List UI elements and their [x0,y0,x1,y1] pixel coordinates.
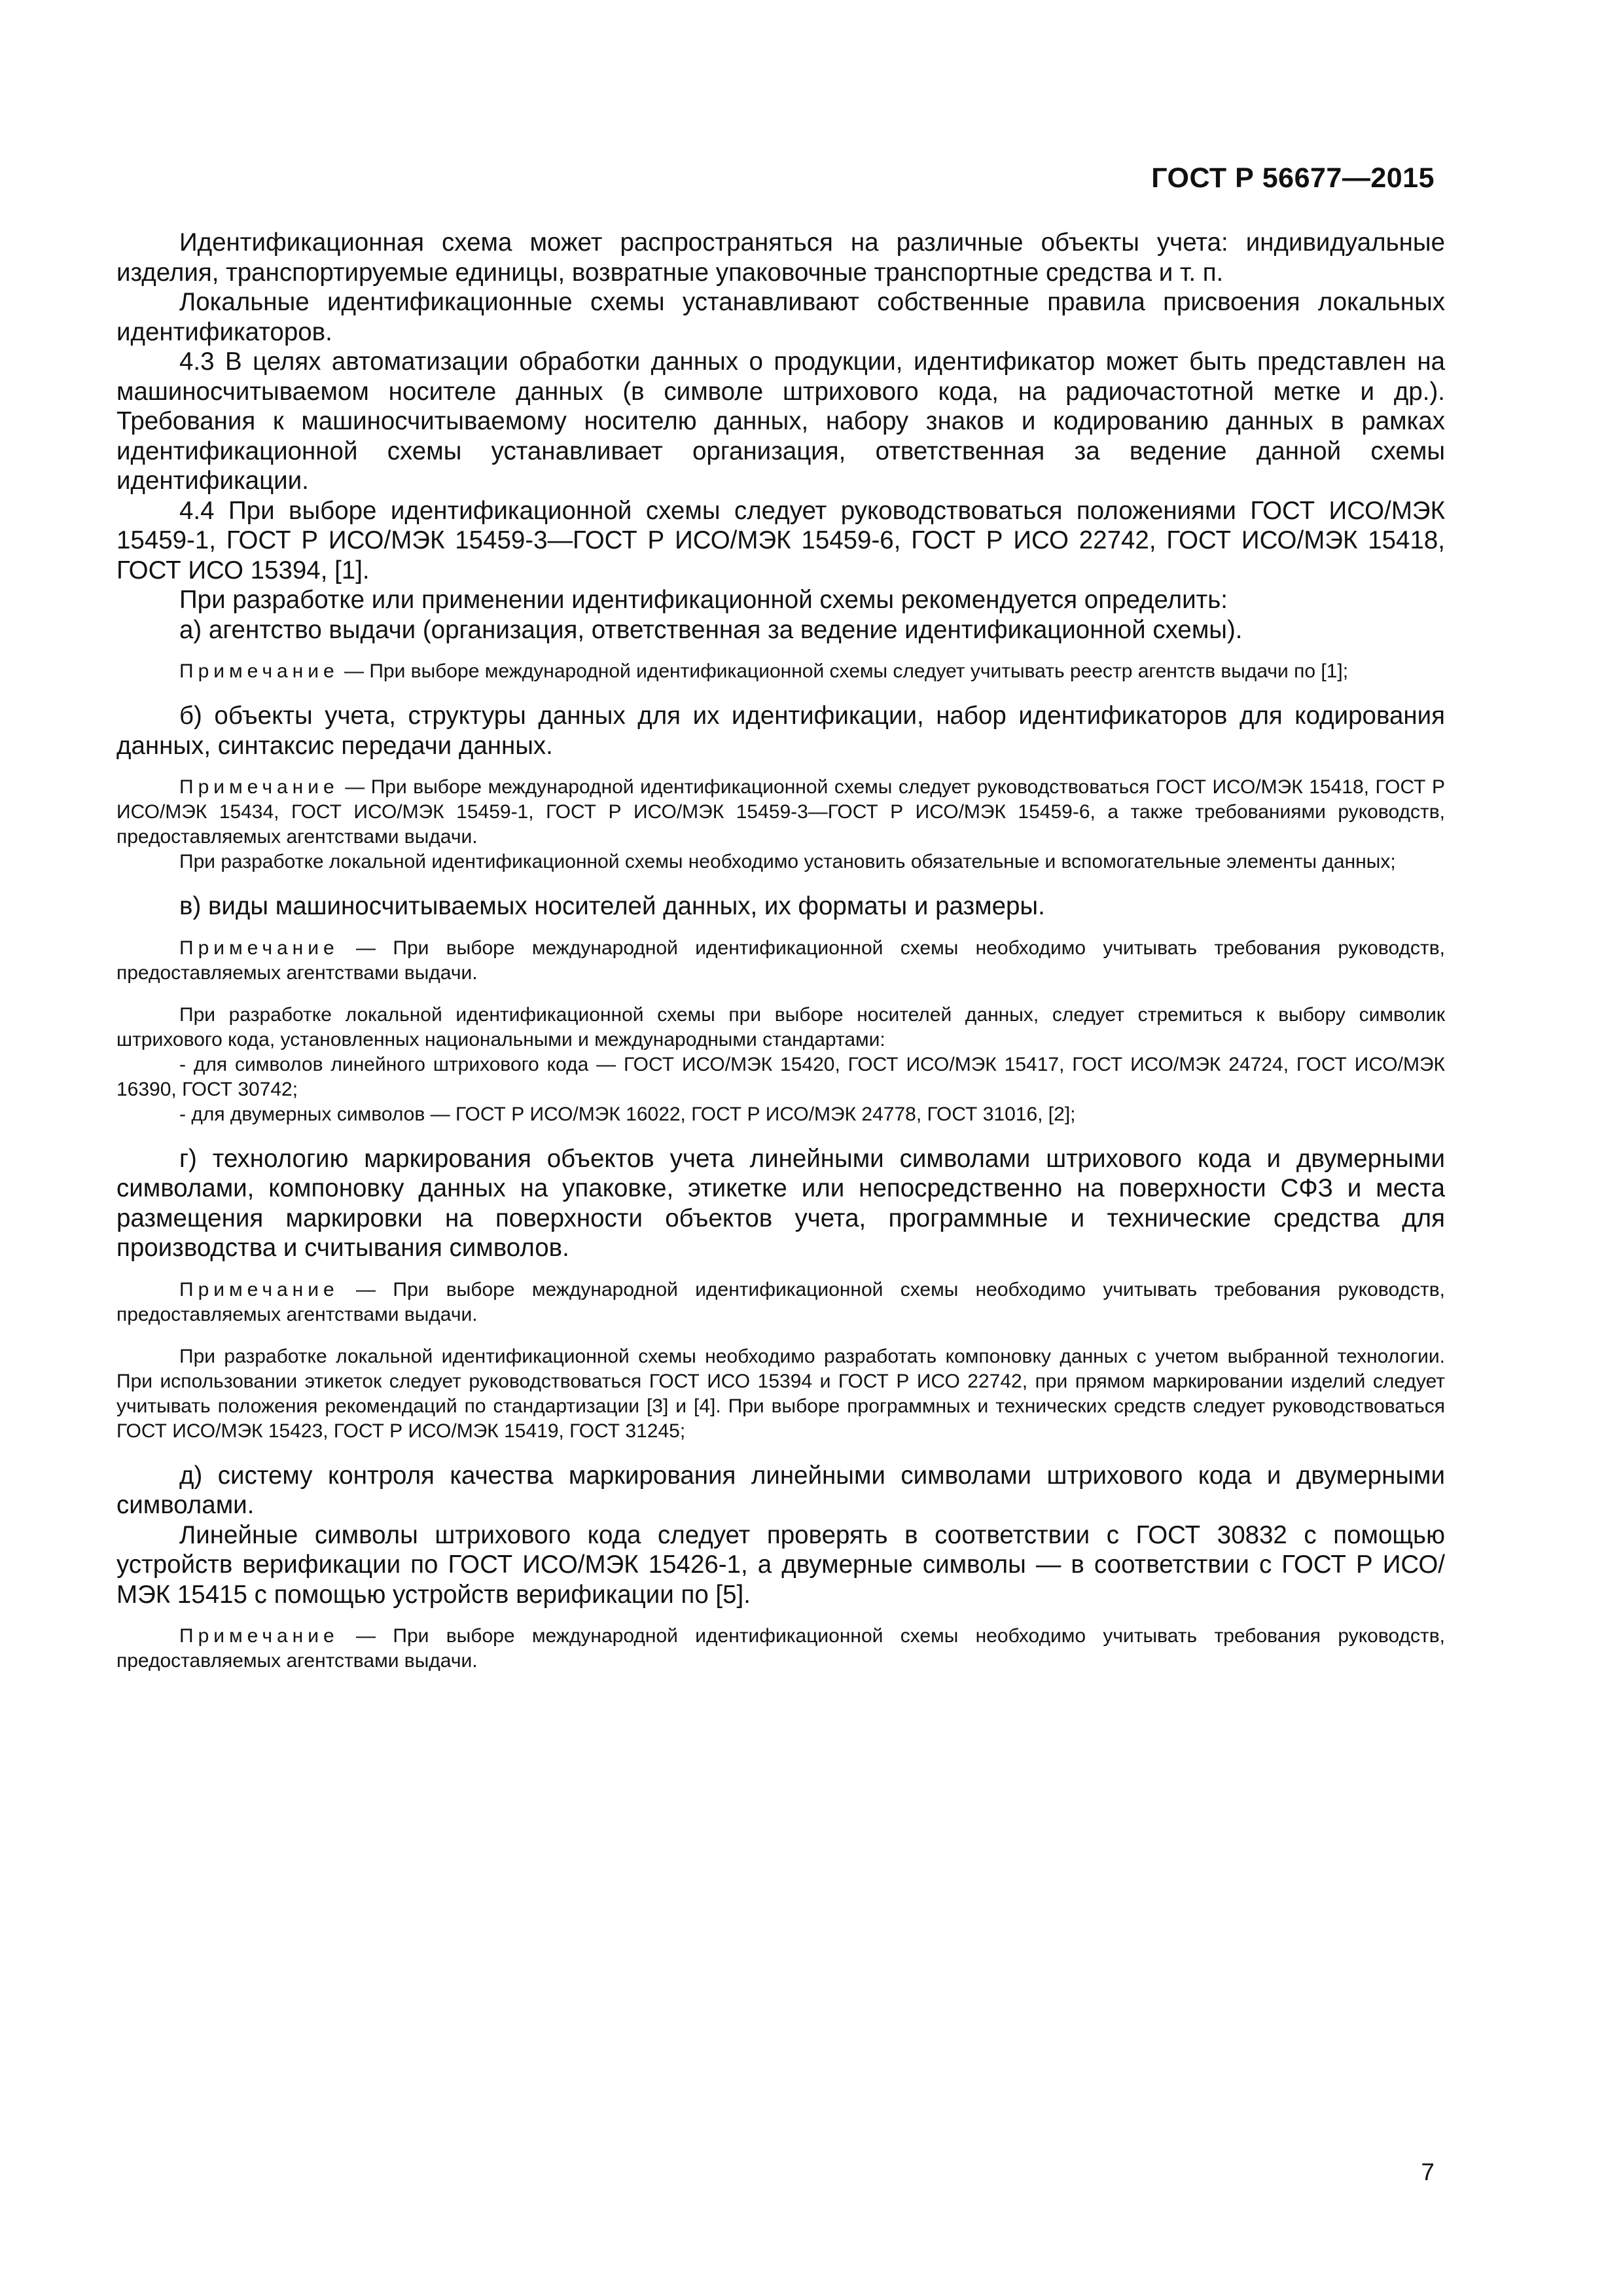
note-label: Примечание [179,937,339,959]
paragraph: Линейные символы штрихового кода следует проверять в соответствии с ГОСТ 30832 с помощью устройств верификации по ГОСТ ИСО/МЭК 15426-1, а двумерные символы — в соответствии с ГОСТ Р ИСО/МЭК 15415 с помощью устройств верификации по [5]. [116,1520,1445,1609]
clause-4-4: 4.4 При выборе идентификационной схемы следует руководствоваться положениями ГОСТ ИСО/МЭК 15459-1, ГОСТ Р ИСО/МЭК 15459-3—ГОСТ Р ИСО/МЭК 15459-6, ГОСТ Р ИСО 22742, ГОСТ ИСО/МЭК 15418, ГОСТ ИСО 15394, [1]. [116,496,1445,584]
note-list-item: - для двумерных символов — ГОСТ Р ИСО/МЭК 16022, ГОСТ Р ИСО/МЭК 24778, ГОСТ 31016, [2]; [179,1103,1076,1125]
note [116,775,1445,850]
list-item-g: г) технологию маркирования объектов учета линейными символами штрихового кода и двумерными символами, компоновку данных на упаковке, этикетке или непосредственно на поверхности СФЗ и места размещения маркировки на поверхности объектов учета, программные и технические средства для производства и считывания символов. [116,1144,1445,1262]
note-text: — При выборе международной идентификационной схемы необходимо учитывать требования руководств, предоставляемых агентствами выдачи. [116,1278,1445,1325]
note-label: Примечание [179,1278,339,1300]
page-number: 7 [1421,2159,1435,2185]
paragraph: Идентификационная схема может распространяться на различные объекты учета: индивидуальные изделия, транспортируемые единицы, возвратные упаковочные транспортные средства и т. п. [116,228,1445,287]
note [116,659,1445,684]
list-item-d: д) систему контроля качества маркирования линейными символами штрихового кода и двумерными символами. [116,1461,1445,1519]
note [116,1278,1445,1327]
note-label: Примечание [179,660,339,682]
note [116,936,1445,986]
note-label: Примечание [179,1625,339,1647]
note-text: — При выборе международной идентификационной схемы следует руководствоваться ГОСТ ИСО/МЭК 15418, ГОСТ Р ИСО/МЭК 15434, ГОСТ ИСО/МЭК 15459-1, ГОСТ Р ИСО/МЭК 15459-3—ГОСТ Р ИСО/МЭК 15459-6, а также требованиями руководств, предоставляемых агентствами выдачи. [116,776,1445,848]
note-list-item: - для символов линейного штрихового кода — ГОСТ ИСО/МЭК 15420, ГОСТ ИСО/МЭК 15417, ГОСТ ИСО/МЭК 24724, ГОСТ ИСО/МЭК 16390, ГОСТ 30742; [116,1053,1445,1100]
note [116,1624,1445,1674]
clause-4-3: 4.3 В целях автоматизации обработки данных о продукции, идентификатор может быть представлен на машиносчитываемом носителе данных (в символе штрихового кода, на радиочастотной метке и др.). Требования к машиносчитываемому носителю данных, набору знаков и кодированию данных в рамках идентификационной схемы устанавливает организация, ответственная за ведение данной схемы идентификации. [116,348,1445,495]
note-label: Примечание [179,776,339,798]
list-item-b: б) объекты учета, структуры данных для их идентификации, набор идентификаторов для кодирования данных, синтаксис передачи данных. [116,702,1445,760]
paragraph: Локальные идентификационные схемы устанавливают собственные правила присвоения локальных идентификаторов. [116,288,1445,346]
document-header: ГОСТ Р 56677—2015 [1151,162,1435,194]
list-item-a: а) агентство выдачи (организация, ответственная за ведение идентификационной схемы). [179,615,1243,644]
note-continuation: При разработке локальной идентификационной схемы при выборе носителей данных, следует стремиться к выбору символик штрихового кода, установленных национальными и международными стандартами: [116,1003,1445,1050]
note-text: — При выборе международной идентификационной схемы следует учитывать реестр агентств выдачи по [1]; [338,660,1349,682]
list-item-v: в) виды машиносчитываемых носителей данных, их форматы и размеры. [179,892,1045,920]
note-text: — При выборе международной идентификационной схемы необходимо учитывать требования руководств, предоставляемых агентствами выдачи. [116,1625,1445,1672]
note-continuation: При разработке локальной идентификационной схемы необходимо разработать компоновку данных с учетом выбранной технологии. При использовании этикеток следует руководствоваться ГОСТ ИСО 15394 и ГОСТ Р ИСО 22742, при прямом маркировании изделий следует учитывать положения рекомендаций по стандартизации [3] и [4]. При выборе программных и технических средств следует руководствоваться ГОСТ ИСО/МЭК 15423, ГОСТ Р ИСО/МЭК 15419, ГОСТ 31245; [116,1345,1445,1442]
note-text: — При выборе международной идентификационной схемы необходимо учитывать требования руководств, предоставляемых агентствами выдачи. [116,937,1445,984]
paragraph: При разработке или применении идентификационной схемы рекомендуется определить: [179,586,1228,614]
note-continuation: При разработке локальной идентификационной схемы необходимо установить обязательные и вспомогательные элементы данных; [179,851,1396,872]
document-body [116,228,1445,1674]
